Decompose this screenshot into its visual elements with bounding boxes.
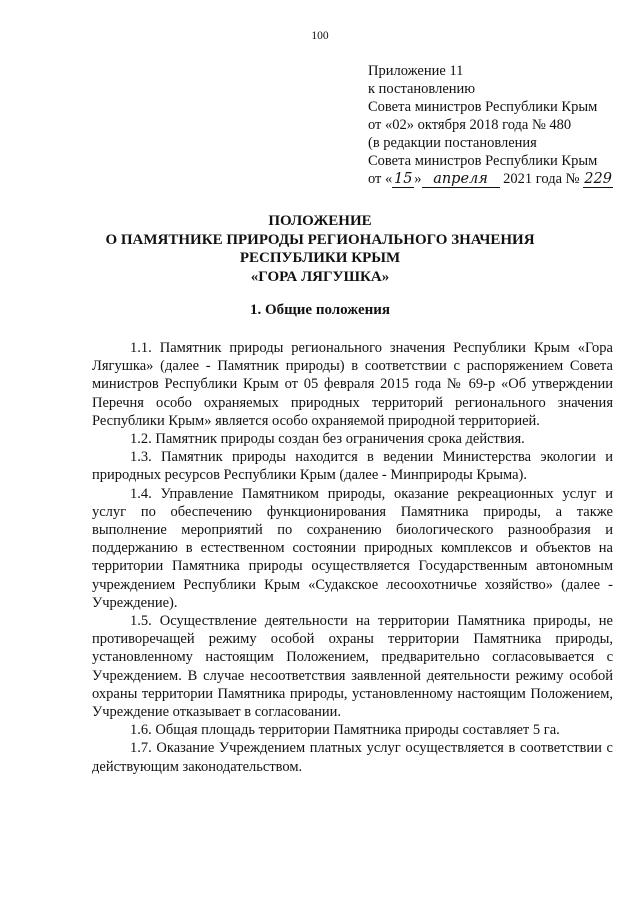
paragraph-1-5: 1.5. Осуществление деятельности на территории Памятника природы, не противоречащей режиму особой охраны территории Памятника природы, установленному настоящим Положением, предварительно согласовывается с Учреждением. В случае несоответствия заявленной деятельности режиму особой охраны территории Памятника природы, установленному настоящим Положением, Учреждение отказывает в согласовании.	[92, 613, 613, 721]
date-year: 2021 года №	[503, 171, 580, 187]
title-line: РЕСПУБЛИКИ КРЫМ	[239, 250, 401, 266]
appendix-line: Совета министров Республики Крым	[368, 153, 598, 169]
paragraph-1-4: 1.4. Управление Памятником природы, оказание рекреационных услуг и услуг по обеспечению функционирования Памятника природы, а также выполнение мероприятий по сохранению биологического разнообразия и поддержанию в естественном состоянии природных комплексов и объектов на территории Памятника природы осуществляется Государственным автономным учреждением Республики Крым «Судакское лесоохотничье хозяйство» (далее - Учреждение).	[92, 485, 613, 611]
appendix-line: от «02» октября 2018 года № 480	[368, 117, 572, 133]
paragraph-1-1: 1.1. Памятник природы регионального значения Республики Крым «Гора Лягушка» (далее - Памятник природы) в соответствии с распоряжением Совета министров Республики Крым от 05 февраля 2015 года № 69-р «Об утверждении Перечня особо охраняемых природных территорий регионального значения Республики Крым» является особо охраняемой природной территорией.	[92, 340, 613, 429]
document-title	[0, 212, 640, 286]
appendix-line: Приложение 11	[368, 63, 464, 79]
date-mid: »	[414, 171, 422, 187]
date-prefix: от «	[368, 171, 393, 187]
paragraph-1-7: 1.7. Оказание Учреждением платных услуг осуществляется в соответствии с действующим законодательством.	[92, 740, 613, 775]
paragraph-1-6: 1.6. Общая площадь территории Памятника природы составляет 5 га.	[130, 722, 560, 739]
title-line: О ПАМЯТНИКЕ ПРИРОДЫ РЕГИОНАЛЬНОГО ЗНАЧЕНИЯ	[105, 231, 535, 248]
handwritten-number: 229	[584, 171, 612, 187]
handwritten-day: 15	[394, 171, 413, 187]
title-line: ПОЛОЖЕНИЕ	[268, 213, 372, 229]
appendix-line: (в редакции постановления	[368, 135, 537, 151]
section-heading: 1. Общие положения	[249, 302, 391, 318]
appendix-line: к постановлению	[368, 81, 476, 97]
title-line: «ГОРА ЛЯГУШКА»	[250, 268, 390, 285]
page-number: 100	[311, 30, 329, 42]
body-text	[92, 339, 613, 776]
paragraph-1-2: 1.2. Памятник природы создан без ограничения срока действия.	[130, 431, 525, 448]
paragraph-1-3: 1.3. Памятник природы находится в ведении Министерства экологии и природных ресурсов Республики Крым (далее - Минприроды Крыма).	[92, 449, 613, 484]
appendix-block	[368, 62, 630, 188]
amendment-date-line	[368, 170, 630, 188]
handwritten-month: апреля	[422, 171, 500, 188]
appendix-line: Совета министров Республики Крым	[368, 99, 598, 115]
